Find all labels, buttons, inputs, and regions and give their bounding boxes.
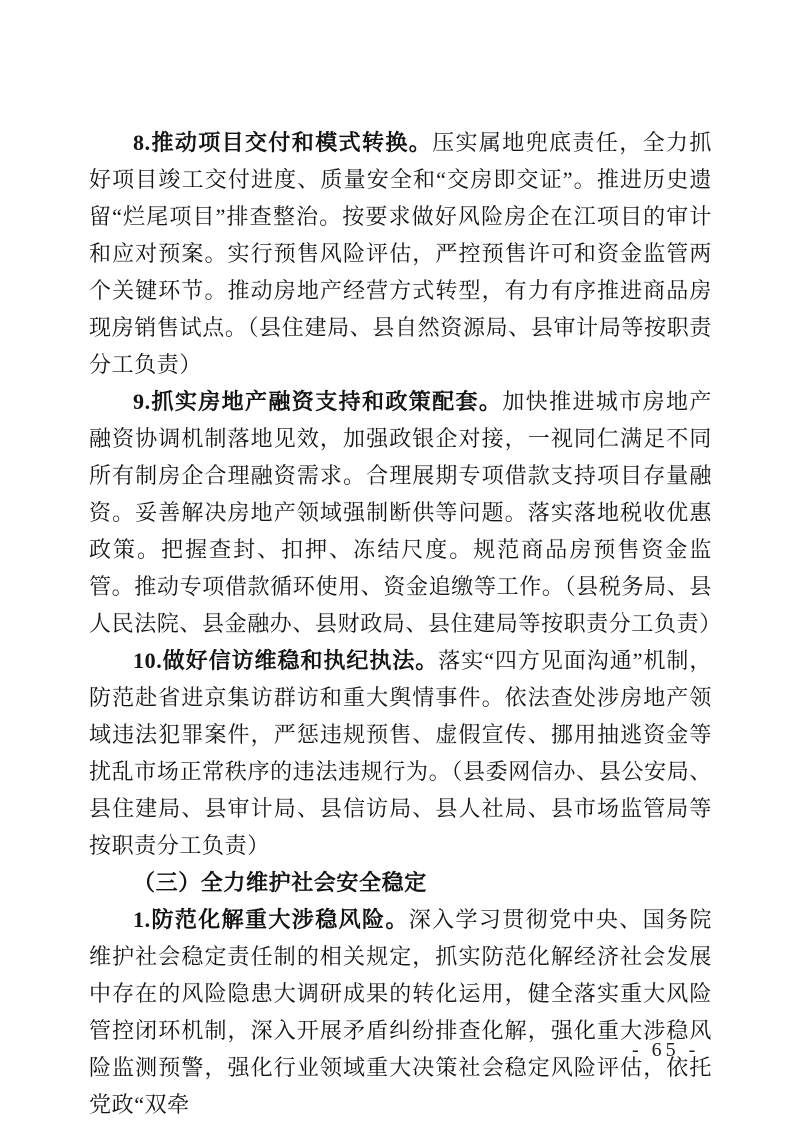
page-number: - 65 - [632,1039,700,1061]
paragraph-9-lead: 9.抓实房地产融资支持和政策配套。 [133,389,503,414]
paragraph-10-body: 落实“四方见面沟通”机制，防范赴省进京集访群访和重大舆情事件。依法查处涉房地产领域违法犯罪案件，严惩违规预售、虚假宣传、挪用抽逃资金等扰乱市场正常秩序的违法违规行为。（县委网信办、县公安局、县住建局、县审计局、县信访局、县人社局、县市场监管局等按职责分工负责） [89,648,712,858]
paragraph-1-body: 深入学习贯彻党中央、国务院维护社会稳定责任制的相关规定，抓实防范化解经济社会发展中存在的风险隐患大调研成果的转化运用，健全落实重大风险管控闭环机制，深入开展矛盾纠纷排查化解，强化重大涉稳风险监测预警，强化行业领域重大决策社会稳定风险评估，依托党政“双牵 [89,907,712,1117]
paragraph-9-body: 加快推进城市房地产融资协调机制落地见效，加强政银企对接，一视同仁满足不同所有制房企合理融资需求。合理展期专项借款支持项目存量融资。妥善解决房地产领域强制断供等问题。落实落地税收优惠政策。把握查封、扣押、冻结尺度。规范商品房预售资金监管。推动专项借款循环使用、资金追缴等工作。（县税务局、县人民法院、县金融办、县财政局、县住建局等按职责分工负责） [89,389,722,636]
paragraph-10 [89,642,712,864]
paragraph-9 [89,383,722,642]
paragraph-10-lead: 10.做好信访维稳和执纪执法。 [133,648,439,673]
paragraph-1 [89,901,712,1123]
paragraph-8-lead: 8.推动项目交付和模式转换。 [133,130,433,155]
paragraph-1-lead: 1.防范化解重大涉稳风险。 [133,907,409,932]
paragraph-8-body: 压实属地兜底责任，全力抓好项目竣工交付进度、质量安全和“交房即交证”。推进历史遗留“烂尾项目”排查整治。按要求做好风险房企在江项目的审计和应对预案。实行预售风险评估，严控预售许可和资金监管两个关键环节。推动房地产经营方式转型，有力有序推进商品房现房销售试点。（县住建局、县自然资源局、县审计局等按职责分工负责） [89,130,712,377]
paragraph-8 [89,124,712,383]
section-heading-3: （三）全力维护社会安全稳定 [133,870,427,895]
document-body [89,124,722,1123]
